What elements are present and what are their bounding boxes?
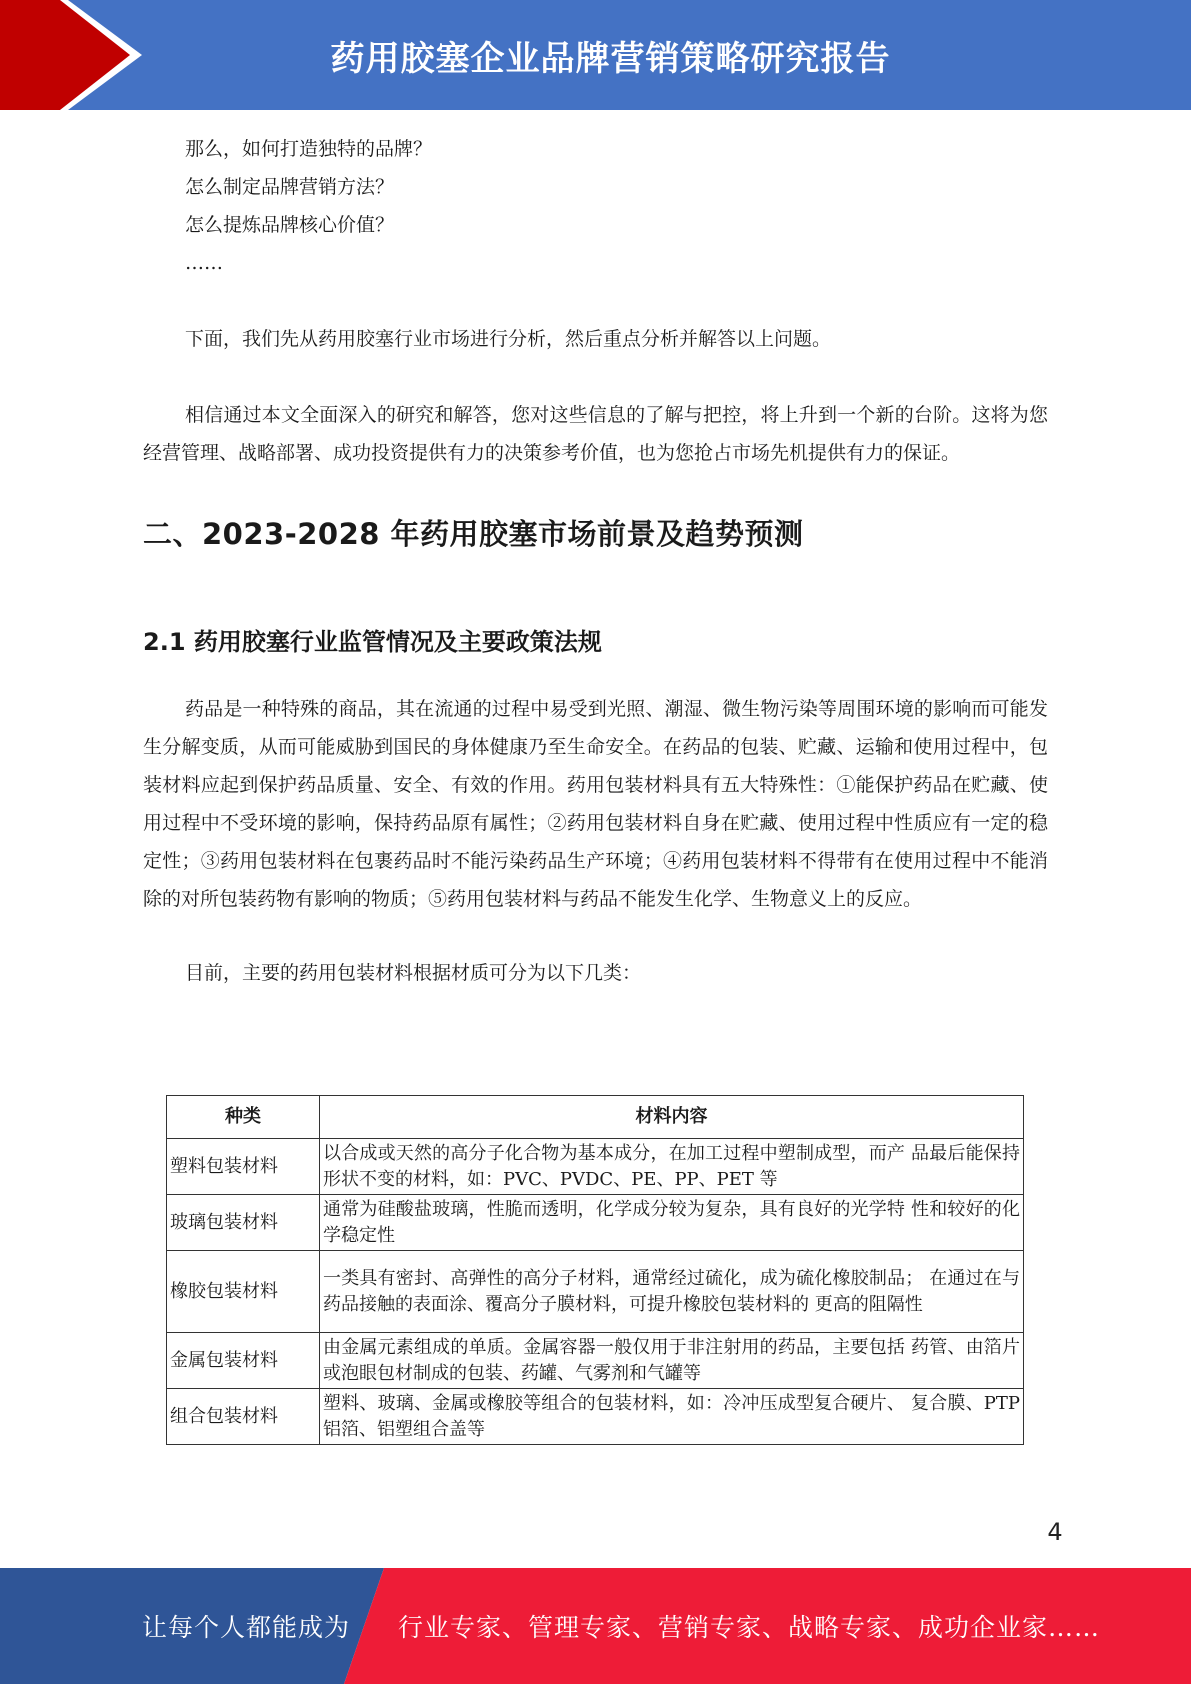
ellipsis-line: ……: [185, 252, 223, 274]
spacer: [143, 358, 1048, 396]
page-content: [143, 130, 1048, 992]
section-heading: 二、2023-2028 年药用胶塞市场前景及趋势预测: [143, 517, 804, 551]
table-row: [167, 1195, 1024, 1251]
packaging-paragraph: 药品是一种特殊的商品，其在流通的过程中易受到光照、潮湿、微生物污染等周围环境的影响而可能发生分解变质，从而可能威胁到国民的身体健康乃至生命安全。在药品的包装、贮藏、运输和使用过程中，包装材料应起到保护药品质量、安全、有效的作用。药用包装材料具有五大特殊性：①能保护药品在贮藏、使用过程中不受环境的影响，保持药品原有属性；②药用包装材料自身在贮藏、使用过程中性质应有一定的稳定性；③药用包装材料在包裹药品时不能污染药品生产环境；④药用包装材料不得带有在使用过程中不能消除的对所包装药物有影响的物质；⑤药用包装材料与药品不能发生化学、生物意义上的反应。: [143, 698, 1048, 910]
material-content-cell: 一类具有密封、高弹性的高分子材料，通常经过硫化，成为硫化橡胶制品； 在通过在与药品接触的表面涂、覆高分子膜材料，可提升橡胶包装材料的 更高的阻隔性: [320, 1251, 1024, 1333]
spacer: [143, 660, 1048, 690]
intro-paragraph: 下面，我们先从药用胶塞行业市场进行分析，然后重点分析并解答以上问题。: [185, 328, 832, 350]
page-header: [0, 0, 1191, 110]
table-row: [167, 1251, 1024, 1333]
material-type-cell: 塑料包装材料: [167, 1139, 320, 1195]
value-paragraph: 相信通过本文全面深入的研究和解答，您对这些信息的了解与把控，将上升到一个新的台阶。这将为您经营管理、战略部署、成功投资提供有力的决策参考价值，也为您抢占市场先机提供有力的保证。: [143, 404, 1048, 464]
table-header-row: [167, 1096, 1024, 1139]
question-line: 怎么制定品牌营销方法？: [185, 176, 395, 198]
footer-slogan-left: 让每个人都能成为: [142, 1613, 351, 1642]
spacer: [143, 554, 1048, 624]
footer-slogan-right: 行业专家、管理专家、营销专家、战略专家、成功企业家……: [398, 1613, 1101, 1642]
table-row: [167, 1333, 1024, 1389]
material-content-cell: 塑料、玻璃、金属或橡胶等组合的包装材料，如：冷冲压成型复合硬片、 复合膜、PTP 铝箔、铝塑组合盖等: [320, 1389, 1024, 1445]
materials-table: [166, 1095, 1024, 1445]
subsection-heading: 2.1 药用胶塞行业监管情况及主要政策法规: [143, 628, 602, 656]
table-row: [167, 1139, 1024, 1195]
material-type-cell: 金属包装材料: [167, 1333, 320, 1389]
page-number: 4: [1047, 1518, 1063, 1546]
spacer: [143, 282, 1048, 320]
column-header-type: 种类: [167, 1096, 320, 1139]
material-type-cell: 橡胶包装材料: [167, 1251, 320, 1333]
table-row: [167, 1389, 1024, 1445]
classification-paragraph: 目前，主要的药用包装材料根据材质可分为以下几类：: [185, 962, 642, 984]
spacer: [143, 918, 1048, 954]
question-line: 那么，如何打造独特的品牌？: [185, 138, 433, 160]
question-line: 怎么提炼品牌核心价值？: [185, 214, 395, 236]
header-chevron-decoration: [0, 0, 150, 110]
material-content-cell: 通常为硅酸盐玻璃，性脆而透明，化学成分较为复杂，具有良好的光学特 性和较好的化学稳定性: [320, 1195, 1024, 1251]
material-content-cell: 以合成或天然的高分子化合物为基本成分，在加工过程中塑制成型，而产 品最后能保持形状不变的材料，如：PVC、PVDC、PE、PP、PET 等: [320, 1139, 1024, 1195]
page-footer: [0, 1568, 1191, 1684]
spacer: [143, 472, 1048, 514]
material-content-cell: 由金属元素组成的单质。金属容器一般仅用于非注射用的药品，主要包括 药管、由箔片或泡眼包材制成的包装、药罐、气雾剂和气罐等: [320, 1333, 1024, 1389]
report-title: 药用胶塞企业品牌营销策略研究报告: [330, 38, 891, 79]
material-type-cell: 组合包装材料: [167, 1389, 320, 1445]
column-header-content: 材料内容: [320, 1096, 1024, 1139]
material-type-cell: 玻璃包装材料: [167, 1195, 320, 1251]
